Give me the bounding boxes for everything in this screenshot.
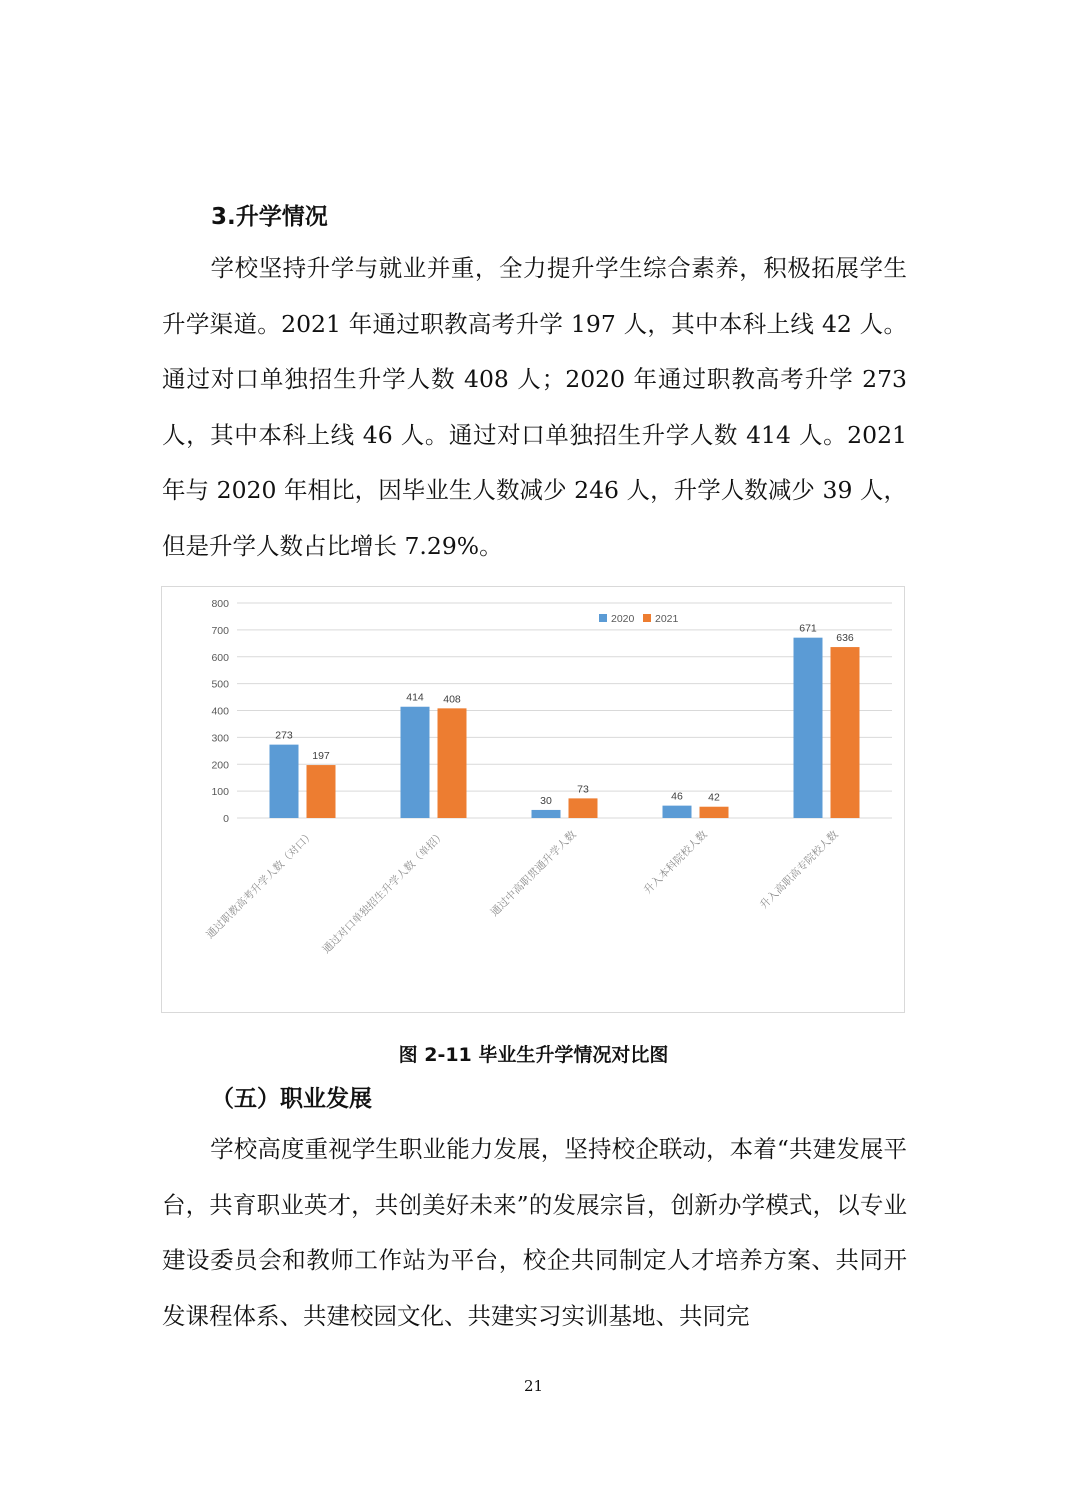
data-label-2020-0: 273 <box>275 729 293 742</box>
data-label-2020-1: 414 <box>406 691 424 704</box>
legend-label-2021: 2021 <box>655 613 679 625</box>
y-tick-label: 500 <box>211 678 229 691</box>
bar-2021-4 <box>831 647 860 818</box>
bar-2021-0 <box>307 765 336 818</box>
y-tick-label: 0 <box>223 813 229 825</box>
legend-label-2020: 2020 <box>611 613 635 625</box>
data-label-2020-2: 30 <box>540 794 552 807</box>
bar-2020-2 <box>532 810 561 818</box>
subsection-heading: （五）职业发展 <box>211 1086 372 1112</box>
paragraph-further-study <box>162 241 907 574</box>
bar-2020-4 <box>794 638 823 818</box>
data-label-2021-3: 42 <box>708 791 720 804</box>
bar-2020-0 <box>270 745 299 818</box>
y-tick-label: 200 <box>211 759 229 772</box>
chart-data-labels <box>275 623 854 807</box>
y-tick-label: 700 <box>211 624 229 637</box>
bar-2021-2 <box>569 798 598 818</box>
y-tick-label: 100 <box>211 786 229 799</box>
chart-y-axis <box>211 598 229 825</box>
legend-swatch-2020 <box>599 614 607 622</box>
chart-x-axis <box>203 828 840 956</box>
bar-2020-3 <box>663 806 692 818</box>
y-tick-label: 800 <box>211 598 229 610</box>
x-category-label-3: 升入本科院校人数 <box>641 828 710 897</box>
y-tick-label: 300 <box>211 732 229 745</box>
x-category-label-4: 升入高职高专院校人数 <box>757 828 841 912</box>
further-study-bar-chart <box>161 586 905 1013</box>
y-tick-label: 600 <box>211 651 229 664</box>
x-category-label-1: 通过对口单独招生升学人数（单招） <box>320 828 448 956</box>
data-label-2020-4: 671 <box>799 622 817 635</box>
x-category-label-2: 通过中高职贯通升学人数 <box>488 828 579 919</box>
figure-caption: 图 2-11 毕业生升学情况对比图 <box>398 1044 669 1066</box>
data-label-2020-3: 46 <box>671 790 683 803</box>
paragraph-career-development <box>162 1122 907 1344</box>
x-category-label-0: 通过职教高考升学人数（对口） <box>204 828 317 942</box>
bar-2021-3 <box>700 807 729 818</box>
paragraph-further-study-text: 学校坚持升学与就业并重，全力提升学生综合素养，积极拓展学生升学渠道。2021 年通过职教高考升学 197 人，其中本科上线 42 人。通过对口单独招生升学人数 408 人；2020 年通过职教高考升学 273 人，其中本科上线 46 人。通过对口单独招生升学人数 414 人。2021 年与 2020 年相比，因毕业生人数减少 246 人，升学人数减少 39 人，但是升学人数占比增长 7.29%。 <box>162 254 907 560</box>
chart-canvas <box>162 587 904 1012</box>
paragraph-career-development-text: 学校高度重视学生职业能力发展，坚持校企联动，本着“共建发展平台，共育职业英才，共创美好未来”的发展宗旨，创新办学模式，以专业建设委员会和教师工作站为平台，校企共同制定人才培养方案、共同开发课程体系、共建校园文化、共建实习实训基地、共同完 <box>162 1135 907 1330</box>
chart-legend <box>599 613 679 625</box>
bar-2021-1 <box>438 708 467 818</box>
data-label-2021-1: 408 <box>443 693 461 706</box>
section-heading: 3.升学情况 <box>211 204 328 230</box>
legend-swatch-2021 <box>643 614 651 622</box>
bar-2020-1 <box>401 707 430 818</box>
data-label-2021-4: 636 <box>836 632 854 645</box>
page-number: 21 <box>523 1377 544 1395</box>
data-label-2021-0: 197 <box>312 750 330 763</box>
data-label-2021-2: 73 <box>577 783 589 796</box>
y-tick-label: 400 <box>211 705 229 718</box>
